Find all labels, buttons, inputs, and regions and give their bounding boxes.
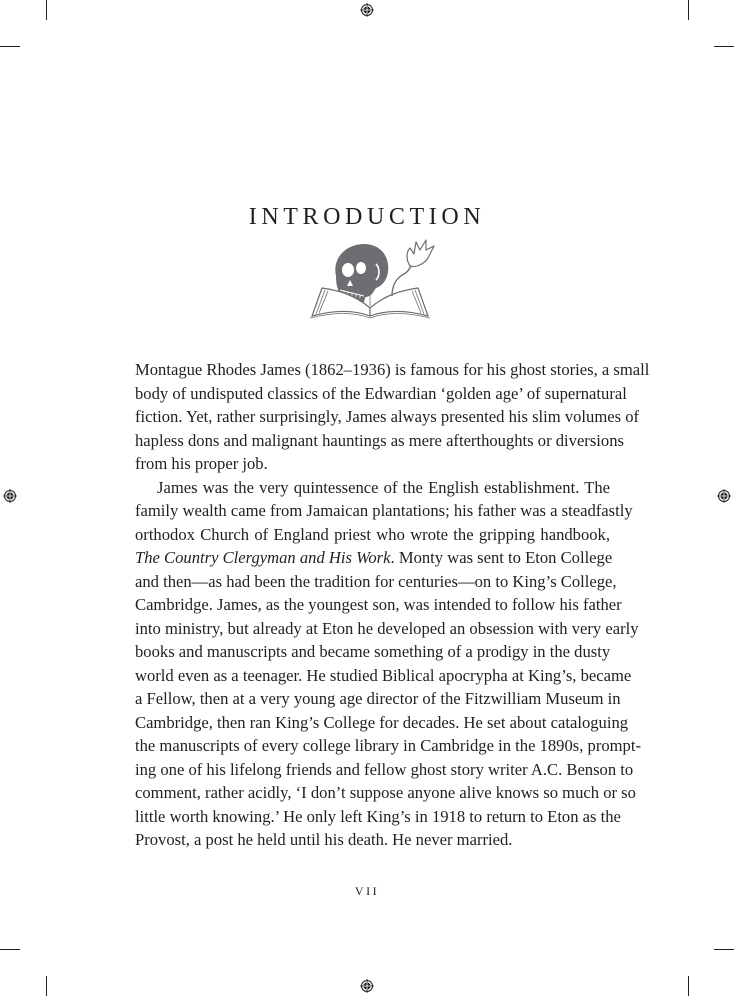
text-line: from his proper job. xyxy=(135,454,268,473)
crop-mark-top-left-vertical xyxy=(46,0,47,20)
crop-mark-top-left-horizontal xyxy=(0,46,20,47)
text-fragment: . Monty was sent to Eton College xyxy=(390,548,613,567)
paragraph-1 xyxy=(135,358,650,476)
text-line: fiction. Yet, rather surprisingly, James always presented his slim volumes of xyxy=(135,407,640,426)
text-line: little worth knowing.’ He only left King’s in 1918 to return to Eton as the xyxy=(135,806,621,826)
text-line: ing one of his lifelong friends and fellow ghost story writer A.C. Benson to xyxy=(135,759,634,779)
paragraph-2 xyxy=(135,476,641,852)
chapter-title: INTRODUCTION xyxy=(248,204,486,231)
text-line: hapless dons and malignant hauntings as mere afterthoughts or diversions xyxy=(135,430,624,450)
text-line: and then—as had been the tradition for centuries—on to King’s College, xyxy=(135,571,617,591)
skull-on-open-book-with-flower-icon xyxy=(306,236,436,321)
text-line: James was the very quintessence of the English establishment. The xyxy=(157,477,610,497)
crop-mark-bottom-left-horizontal xyxy=(0,949,20,950)
crop-mark-top-right-horizontal xyxy=(714,46,734,47)
crop-mark-top-right-vertical xyxy=(688,0,689,20)
text-line: Provost, a post he held until his death. He never married. xyxy=(135,830,513,849)
text-line xyxy=(135,546,613,570)
page-number: VII xyxy=(354,884,380,898)
text-line: books and manuscripts and became something of a prodigy in the dusty xyxy=(135,642,611,661)
text-line: into ministry, but already at Eton he developed an obsession with very early xyxy=(135,618,639,638)
registration-target-icon xyxy=(3,489,17,503)
text-line: the manuscripts of every college library in Cambridge in the 1890s, prompt- xyxy=(135,736,641,755)
book-title: The Country Clergyman and His Work xyxy=(135,548,391,567)
crop-mark-bottom-right-vertical xyxy=(688,976,689,996)
text-line: Montague Rhodes James (1862–1936) is famous for his ghost stories, a small xyxy=(135,360,650,379)
text-line: body of undisputed classics of the Edwardian ‘golden age’ of supernatural xyxy=(135,383,627,403)
body-text xyxy=(135,358,650,852)
registration-target-icon xyxy=(717,489,731,503)
text-line: family wealth came from Jamaican plantations; his father was a steadfastly xyxy=(135,501,633,520)
text-line: comment, rather acidly, ‘I don’t suppose anyone alive knows so much or so xyxy=(135,783,636,802)
text-line: world even as a teenager. He studied Biblical apocrypha at King’s, became xyxy=(135,665,632,685)
text-line: Cambridge. James, as the youngest son, was intended to follow his father xyxy=(135,595,622,614)
text-line: Cambridge, then ran King’s College for decades. He set about cataloguing xyxy=(135,712,629,732)
text-line: orthodox Church of England priest who wrote the gripping handbook, xyxy=(135,524,610,544)
registration-target-icon xyxy=(360,3,374,17)
text-line: a Fellow, then at a very young age director of the Fitzwilliam Museum in xyxy=(135,689,621,708)
registration-target-icon xyxy=(360,979,374,993)
crop-mark-bottom-right-horizontal xyxy=(714,949,734,950)
crop-mark-bottom-left-vertical xyxy=(46,976,47,996)
